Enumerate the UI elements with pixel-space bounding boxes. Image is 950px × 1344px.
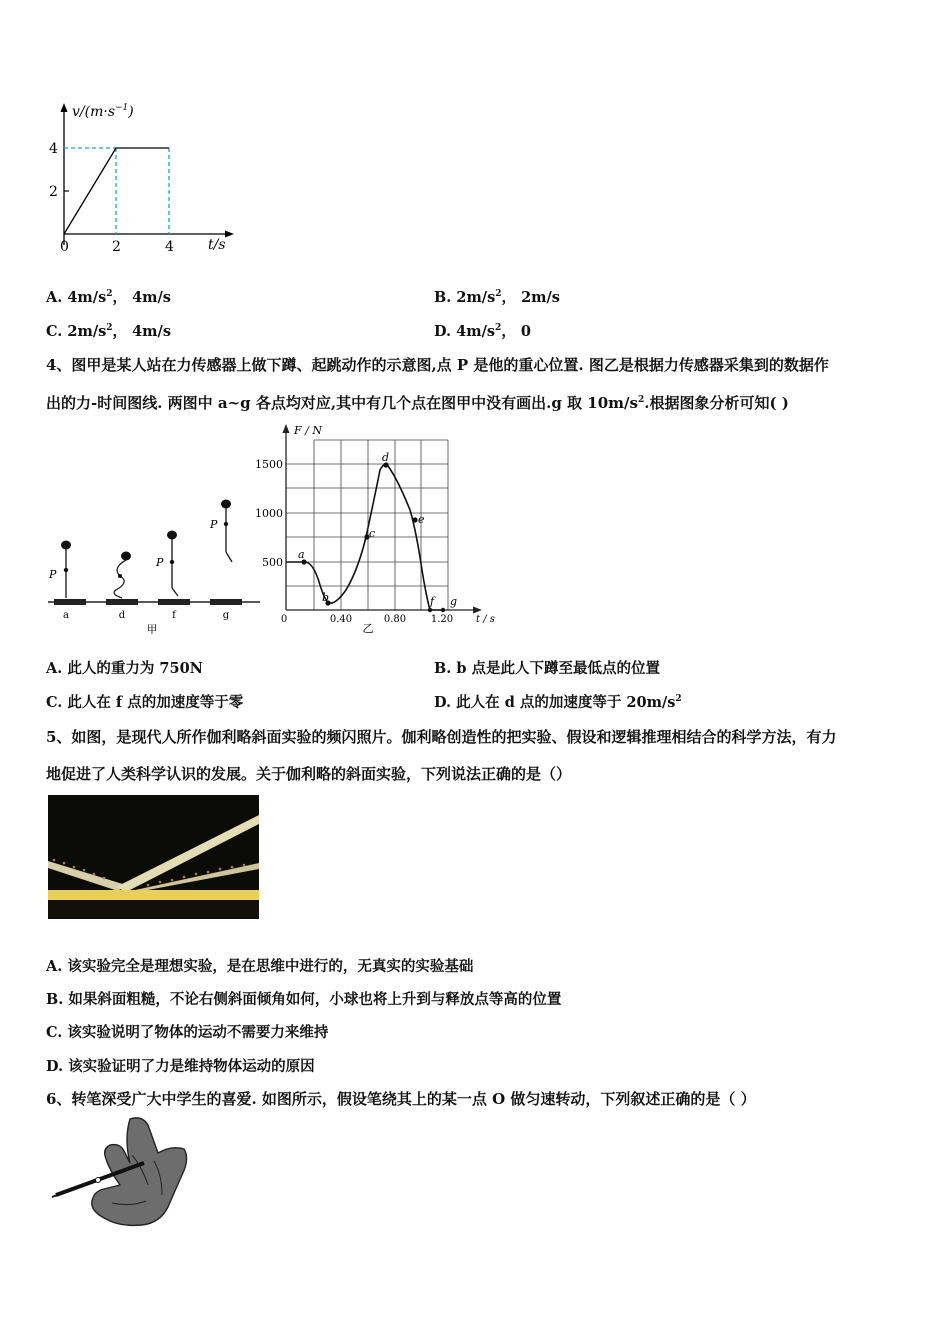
p-label-g: P [210,518,218,531]
jia-label-g: g [222,610,230,621]
stick-figure-g [221,500,232,563]
yi-label-c: c [369,527,376,540]
hand-shape [92,1118,187,1226]
yi-point-f [428,608,432,612]
sensor-pad-d [106,599,138,605]
p-label-f: P [156,556,164,569]
jia-label-d: d [118,610,126,621]
q4-option-a[interactable]: A. 此人的重力为 750N [46,660,203,677]
vt-xtick-0: 0 [60,239,69,255]
yi-ytick-1500: 1500 [255,458,283,471]
figure-yi-force-time-graph [255,420,500,635]
q4-stem-line1: 4、图甲是某人站在力传感器上做下蹲、起跳动作的示意图,点 P 是他的重心位置. 图乙是根据力传感器采集到的数据作 [46,356,829,374]
yi-point-g [441,608,445,612]
yi-label-e: e [418,513,425,526]
vt-xtick-2: 2 [112,239,121,255]
q3-option-d[interactable]: D. $4m/s^2$， 0 [434,323,531,340]
stick-figure-f [167,531,178,597]
jia-label-a: a [63,610,69,621]
yi-x-arrow [473,607,482,614]
q5-option-c[interactable]: C. 该实验说明了物体的运动不需要力来维持 [46,1024,329,1041]
q5-stem-line1: 5、如图，是现代人所作伽利略斜面实验的频闪照片。伽利略创造性的把实验、假设和逻辑推理相结合的科学方法，有力 [46,728,837,746]
vt-ytick-4: 4 [49,141,58,157]
yi-xtick-0: 0 [280,614,288,625]
yi-y-arrow [283,424,290,433]
q4-option-b[interactable]: B. b 点是此人下蹲至最低点的位置 [434,660,661,677]
q5-option-d[interactable]: D. 该实验证明了力是维持物体运动的原因 [46,1058,315,1075]
yi-label-f: f [430,595,435,608]
pivot-o [96,1178,101,1183]
q6-stem-line1: 6、转笔深受广大中学生的喜爱. 如图所示，假设笔绕其上的某一点 O 做匀速转动，下列叙述正确的是（ ） [46,1090,756,1108]
sensor-pad-a [54,599,86,605]
table-edge [48,890,259,900]
vt-xlabel: t/s [208,237,226,253]
yi-xtick-120: 1.20 [430,614,454,625]
p-label-a: P [49,568,57,581]
q3-option-c[interactable]: C. $2m/s^2$， 4m/s [46,323,171,340]
yi-label-b: b [322,591,330,604]
yi-point-e [412,517,417,522]
vt-xtick-4: 4 [165,239,174,255]
pen-spinning-hand-illustration [50,1115,190,1230]
yi-label-d: d [382,451,390,464]
vt-ytick-2: 2 [49,184,58,200]
jia-caption: 甲 [146,623,158,636]
vt-ylabel: $v/(m\cdot s^{-1})$ [72,103,134,120]
velocity-time-graph [40,95,250,260]
yi-xtick-080: 0.80 [383,614,407,625]
yi-label-a: a [298,548,305,561]
yi-ytick-1000: 1000 [255,507,283,520]
stick-figure-a [61,541,71,599]
yi-ylabel: F / N [294,424,322,437]
yi-xtick-040: 0.40 [329,614,353,625]
q4-option-c[interactable]: C. 此人在 f 点的加速度等于零 [46,694,244,711]
q3-option-a[interactable]: A. $4m/s^2$， 4m/s [46,289,171,306]
q3-option-b[interactable]: B. $2m/s^2$， 2m/s [434,289,560,306]
sensor-pad-f [158,599,190,605]
stick-figure-d [114,552,131,599]
q5-option-a[interactable]: A. 该实验完全是理想实验，是在思维中进行的，无真实的实验基础 [46,958,474,975]
q4-stem-line2: 出的力-时间图线. 两图中 a~g 各点均对应,其中有几个点在图甲中没有画出.g 取 $10m/s^2$.根据图象分析可知( ) [46,394,789,412]
q5-stem-line2: 地促进了人类科学认识的发展。关于伽利略的斜面实验，下列说法正确的是（） [46,765,572,783]
figure-jia-squat-diagram [46,490,266,640]
galileo-incline-photo [48,795,259,919]
yi-xlabel: t / s [476,614,495,625]
yi-ytick-500: 500 [262,556,283,569]
q4-option-d[interactable]: D. 此人在 d 点的加速度等于 $20m/s^2$ [434,694,682,711]
jia-label-f: f [172,610,176,621]
vt-x-arrow [225,231,234,238]
yi-caption: 乙 [362,622,374,635]
sensor-pad-g [210,599,242,605]
q5-option-b[interactable]: B. 如果斜面粗糙，不论右侧斜面倾角如何，小球也将上升到与释放点等高的位置 [46,991,562,1008]
vt-y-arrow [61,103,68,112]
yi-label-g: g [450,595,458,608]
